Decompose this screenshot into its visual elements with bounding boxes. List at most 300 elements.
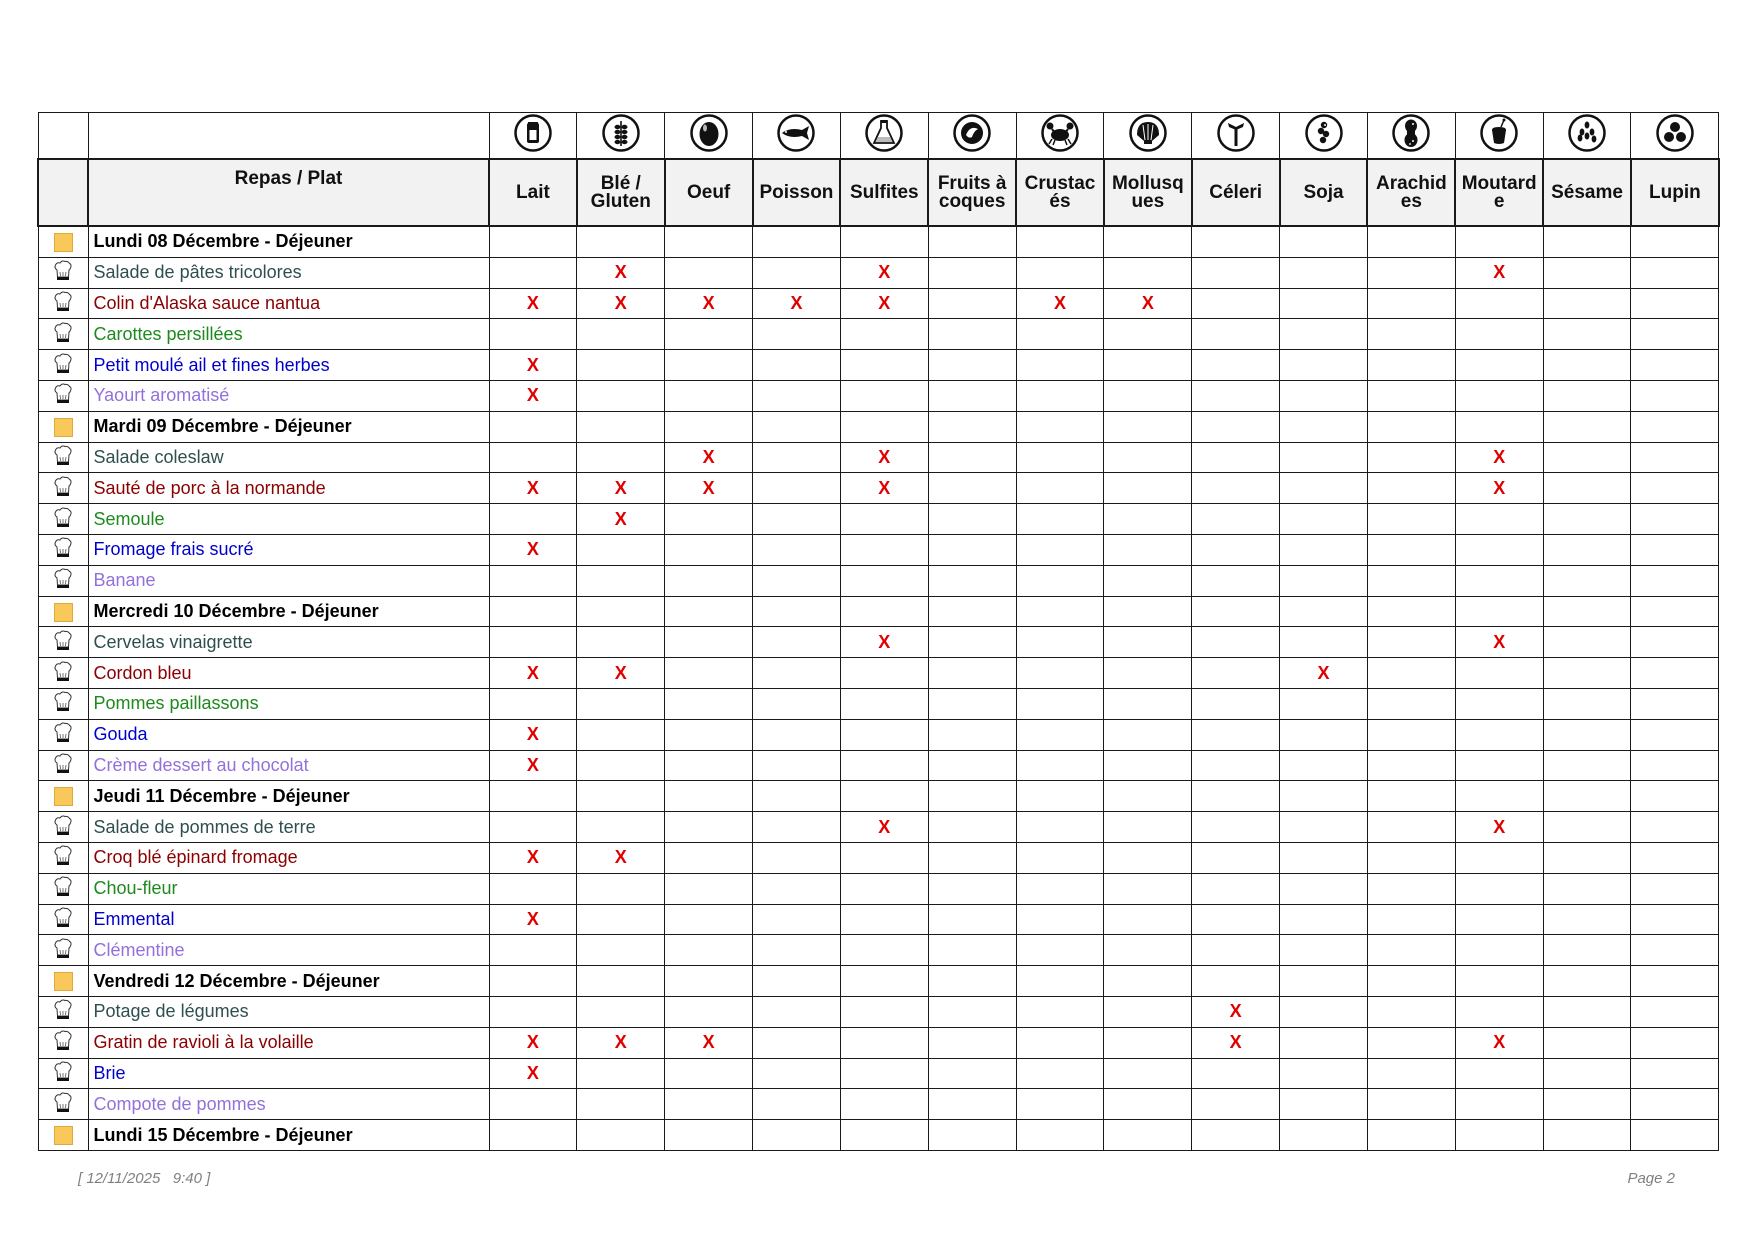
allergen-cell bbox=[489, 504, 577, 535]
row-marker-cell bbox=[38, 596, 88, 627]
allergen-cell bbox=[928, 257, 1016, 288]
dish-row bbox=[38, 288, 1719, 319]
allergen-cell bbox=[928, 1089, 1016, 1120]
dish-row bbox=[38, 688, 1719, 719]
allergen-cell bbox=[1104, 473, 1192, 504]
allergen-cell bbox=[665, 288, 753, 319]
allergen-cell bbox=[665, 350, 753, 381]
allergen-cell bbox=[1192, 442, 1280, 473]
row-marker-cell bbox=[38, 904, 88, 935]
allergen-cell bbox=[1367, 1120, 1455, 1151]
allergen-cell bbox=[489, 627, 577, 658]
dish-name: Emmental bbox=[88, 904, 489, 935]
allergen-cell bbox=[1455, 380, 1543, 411]
allergen-cell bbox=[1016, 627, 1104, 658]
dish-name: Colin d'Alaska sauce nantua bbox=[88, 288, 489, 319]
dish-row bbox=[38, 257, 1719, 288]
allergen-cell bbox=[1192, 596, 1280, 627]
allergen-cell bbox=[1280, 257, 1368, 288]
day-square-icon bbox=[54, 1126, 73, 1145]
allergen-cell bbox=[1455, 658, 1543, 689]
allergen-cell bbox=[1367, 658, 1455, 689]
allergen-cell bbox=[665, 411, 753, 442]
chef-hat-icon bbox=[53, 352, 73, 379]
row-marker-cell bbox=[38, 1027, 88, 1058]
dish-name: Croq blé épinard fromage bbox=[88, 842, 489, 873]
header-label-line: e bbox=[1493, 190, 1505, 212]
allergen-cell bbox=[1016, 812, 1104, 843]
allergen-cell bbox=[1367, 966, 1455, 997]
allergen-cell bbox=[1192, 1058, 1280, 1089]
allergen-cell bbox=[665, 719, 753, 750]
allergen-cell bbox=[489, 873, 577, 904]
dish-name: Semoule bbox=[88, 504, 489, 535]
allergen-cell bbox=[489, 719, 577, 750]
allergen-cell bbox=[577, 1027, 665, 1058]
allergen-cell bbox=[1543, 565, 1631, 596]
allergen-cell bbox=[840, 719, 928, 750]
allergen-cell bbox=[665, 1027, 753, 1058]
allergen-cell bbox=[1543, 658, 1631, 689]
dish-name: Pommes paillassons bbox=[88, 688, 489, 719]
dish-row bbox=[38, 504, 1719, 535]
allergen-cell bbox=[1631, 966, 1719, 997]
allergen-cell bbox=[1455, 319, 1543, 350]
allergen-cell bbox=[665, 534, 753, 565]
dish-row bbox=[38, 473, 1719, 504]
allergen-cell bbox=[1104, 534, 1192, 565]
header-row bbox=[38, 159, 1719, 226]
allergen-cell bbox=[1543, 411, 1631, 442]
dish-name: Carottes persillées bbox=[88, 319, 489, 350]
dish-row bbox=[38, 442, 1719, 473]
dish-name: Fromage frais sucré bbox=[88, 534, 489, 565]
allergen-cell bbox=[1367, 688, 1455, 719]
allergen-mark: X bbox=[526, 1062, 539, 1083]
allergen-cell bbox=[489, 350, 577, 381]
header-allergen-7 bbox=[1016, 159, 1104, 226]
allergen-cell bbox=[1192, 873, 1280, 904]
allergen-cell bbox=[1192, 750, 1280, 781]
allergen-cell bbox=[577, 442, 665, 473]
dish-name: Compote de pommes bbox=[88, 1089, 489, 1120]
allergen-cell bbox=[1455, 1120, 1543, 1151]
allergen-mark: X bbox=[878, 816, 891, 837]
allergen-cell bbox=[753, 873, 841, 904]
allergen-cell bbox=[1367, 226, 1455, 257]
allergen-cell bbox=[1280, 627, 1368, 658]
allergen-cell bbox=[840, 966, 928, 997]
allergen-cell bbox=[1631, 442, 1719, 473]
allergen-cell bbox=[1367, 750, 1455, 781]
allergen-cell bbox=[840, 1027, 928, 1058]
allergen-cell bbox=[1280, 442, 1368, 473]
allergen-mark: X bbox=[702, 292, 715, 313]
allergen-mark: X bbox=[1229, 1001, 1242, 1022]
allergen-cell bbox=[577, 781, 665, 812]
day-square-icon bbox=[54, 972, 73, 991]
allergen-cell bbox=[489, 442, 577, 473]
allergen-cell bbox=[753, 1027, 841, 1058]
allergen-cell bbox=[1104, 627, 1192, 658]
allergen-cell bbox=[1280, 812, 1368, 843]
dish-row bbox=[38, 750, 1719, 781]
allergen-mark: X bbox=[1229, 1032, 1242, 1053]
allergen-cell bbox=[1543, 288, 1631, 319]
allergen-cell bbox=[1367, 288, 1455, 319]
chef-hat-icon bbox=[53, 567, 73, 594]
allergen-cell bbox=[1280, 1120, 1368, 1151]
allergen-cell bbox=[1192, 842, 1280, 873]
allergen-cell bbox=[1631, 350, 1719, 381]
chef-hat-icon bbox=[53, 937, 73, 964]
allergen-cell bbox=[1280, 226, 1368, 257]
allergen-cell bbox=[928, 1120, 1016, 1151]
allergen-cell bbox=[1104, 226, 1192, 257]
allergen-mark: X bbox=[702, 477, 715, 498]
allergen-mark: X bbox=[1493, 631, 1506, 652]
allergen-cell bbox=[489, 288, 577, 319]
row-marker-cell bbox=[38, 688, 88, 719]
allergen-cell bbox=[753, 350, 841, 381]
allergen-mark: X bbox=[526, 908, 539, 929]
allergen-cell bbox=[1280, 534, 1368, 565]
allergen-cell bbox=[665, 904, 753, 935]
allergen-cell bbox=[577, 288, 665, 319]
allergen-icon-cell bbox=[1104, 113, 1192, 160]
allergen-icon-row bbox=[38, 113, 1719, 160]
dish-name: Gratin de ravioli à la volaille bbox=[88, 1027, 489, 1058]
allergen-cell bbox=[1543, 935, 1631, 966]
allergen-cell bbox=[928, 473, 1016, 504]
allergen-cell bbox=[489, 257, 577, 288]
allergen-cell bbox=[665, 627, 753, 658]
allergen-cell bbox=[928, 411, 1016, 442]
allergen-cell bbox=[1104, 842, 1192, 873]
allergen-cell bbox=[928, 719, 1016, 750]
allergen-cell bbox=[577, 596, 665, 627]
header-label-line: Sésame bbox=[1551, 181, 1623, 203]
allergen-cell bbox=[1104, 1120, 1192, 1151]
allergen-cell bbox=[1192, 1089, 1280, 1120]
allergen-cell bbox=[1631, 812, 1719, 843]
shell-icon bbox=[1128, 113, 1168, 158]
allergen-cell bbox=[577, 966, 665, 997]
allergen-cell bbox=[1455, 534, 1543, 565]
dish-row bbox=[38, 873, 1719, 904]
header-label-line: Fruits à bbox=[937, 172, 1007, 194]
allergen-cell bbox=[665, 319, 753, 350]
allergen-cell bbox=[1631, 904, 1719, 935]
header-allergen-8 bbox=[1104, 159, 1192, 226]
day-header-row bbox=[38, 596, 1719, 627]
dish-row bbox=[38, 380, 1719, 411]
allergen-cell bbox=[1016, 596, 1104, 627]
allergen-cell bbox=[1104, 904, 1192, 935]
row-marker-cell bbox=[38, 288, 88, 319]
fish-icon bbox=[776, 113, 816, 158]
allergen-cell bbox=[1104, 1058, 1192, 1089]
milk-icon bbox=[513, 113, 553, 158]
allergen-cell bbox=[577, 319, 665, 350]
allergen-cell bbox=[665, 257, 753, 288]
allergen-cell bbox=[1455, 842, 1543, 873]
allergen-cell bbox=[1367, 719, 1455, 750]
wheat-icon bbox=[601, 113, 641, 158]
allergen-cell bbox=[1455, 873, 1543, 904]
allergen-cell bbox=[665, 1120, 753, 1151]
allergen-cell bbox=[1280, 688, 1368, 719]
allergen-cell bbox=[1543, 904, 1631, 935]
sesame-icon bbox=[1567, 113, 1607, 158]
row-marker-cell bbox=[38, 504, 88, 535]
allergen-cell bbox=[1455, 411, 1543, 442]
allergen-cell bbox=[1280, 1089, 1368, 1120]
allergen-cell bbox=[1631, 935, 1719, 966]
allergen-mark: X bbox=[614, 1032, 627, 1053]
allergen-cell bbox=[928, 1058, 1016, 1089]
allergen-mark: X bbox=[878, 262, 891, 283]
allergen-cell bbox=[665, 1089, 753, 1120]
day-header-row bbox=[38, 411, 1719, 442]
allergen-mark: X bbox=[526, 754, 539, 775]
allergen-cell bbox=[1543, 257, 1631, 288]
dish-row bbox=[38, 565, 1719, 596]
day-square-icon bbox=[54, 787, 73, 806]
chef-hat-icon bbox=[53, 321, 73, 348]
chef-hat-icon bbox=[53, 444, 73, 471]
allergen-cell bbox=[928, 935, 1016, 966]
allergen-cell bbox=[489, 1027, 577, 1058]
day-header-row bbox=[38, 1120, 1719, 1151]
allergen-cell bbox=[1016, 411, 1104, 442]
allergen-cell bbox=[753, 1058, 841, 1089]
egg-icon bbox=[689, 113, 729, 158]
allergen-cell bbox=[753, 966, 841, 997]
row-marker-cell bbox=[38, 1120, 88, 1151]
allergen-icon-cell bbox=[577, 113, 665, 160]
chef-hat-icon bbox=[53, 1029, 73, 1056]
allergen-icon-cell bbox=[1192, 113, 1280, 160]
header-label-line: Mollusq bbox=[1111, 172, 1184, 194]
header-label-line: Crustac bbox=[1024, 172, 1096, 194]
allergen-cell bbox=[1543, 1058, 1631, 1089]
allergen-icon-cell bbox=[928, 113, 1016, 160]
allergen-icon-cell bbox=[1016, 113, 1104, 160]
allergen-mark: X bbox=[1141, 292, 1154, 313]
allergen-cell bbox=[1631, 1058, 1719, 1089]
peanut-icon bbox=[1391, 113, 1431, 158]
header-allergen-4 bbox=[753, 159, 841, 226]
allergen-cell bbox=[577, 750, 665, 781]
allergen-cell bbox=[489, 1120, 577, 1151]
allergen-cell bbox=[1543, 596, 1631, 627]
day-label: Jeudi 11 Décembre - Déjeuner bbox=[88, 781, 489, 812]
allergen-cell bbox=[840, 688, 928, 719]
allergen-cell bbox=[1631, 688, 1719, 719]
allergen-cell bbox=[1192, 534, 1280, 565]
allergen-cell bbox=[753, 596, 841, 627]
allergen-cell bbox=[1280, 1027, 1368, 1058]
allergen-cell bbox=[1543, 750, 1631, 781]
allergen-cell bbox=[1192, 1120, 1280, 1151]
allergen-cell bbox=[928, 319, 1016, 350]
allergen-cell bbox=[1192, 904, 1280, 935]
allergen-cell bbox=[1280, 719, 1368, 750]
allergen-cell bbox=[928, 904, 1016, 935]
allergen-cell bbox=[840, 319, 928, 350]
allergen-cell bbox=[928, 873, 1016, 904]
day-header-row bbox=[38, 226, 1719, 257]
allergen-cell bbox=[1543, 688, 1631, 719]
chef-hat-icon bbox=[53, 475, 73, 502]
allergen-cell bbox=[840, 534, 928, 565]
allergen-cell bbox=[1367, 1027, 1455, 1058]
allergen-mark: X bbox=[878, 292, 891, 313]
allergen-mark: X bbox=[526, 539, 539, 560]
dish-name: Cervelas vinaigrette bbox=[88, 627, 489, 658]
allergen-cell bbox=[928, 688, 1016, 719]
allergen-cell bbox=[1631, 1089, 1719, 1120]
allergen-cell bbox=[665, 380, 753, 411]
allergen-cell bbox=[1367, 935, 1455, 966]
chef-hat-icon bbox=[53, 506, 73, 533]
allergen-cell bbox=[489, 842, 577, 873]
allergen-cell bbox=[665, 504, 753, 535]
header-label-line: Sulfites bbox=[849, 181, 919, 203]
allergen-mark: X bbox=[614, 262, 627, 283]
allergen-cell bbox=[1367, 442, 1455, 473]
dish-row bbox=[38, 719, 1719, 750]
allergen-cell bbox=[1192, 504, 1280, 535]
allergen-cell bbox=[1543, 226, 1631, 257]
allergen-cell bbox=[928, 534, 1016, 565]
allergen-cell bbox=[1455, 627, 1543, 658]
allergen-cell bbox=[1016, 781, 1104, 812]
allergen-cell bbox=[753, 688, 841, 719]
allergen-mark: X bbox=[702, 446, 715, 467]
allergen-cell bbox=[1367, 627, 1455, 658]
allergen-cell bbox=[1280, 658, 1368, 689]
row-marker-cell bbox=[38, 319, 88, 350]
allergen-cell bbox=[1455, 966, 1543, 997]
header-allergen-3 bbox=[665, 159, 753, 226]
allergen-cell bbox=[1631, 996, 1719, 1027]
allergen-cell bbox=[1455, 565, 1543, 596]
allergen-cell bbox=[665, 996, 753, 1027]
allergen-cell bbox=[1104, 750, 1192, 781]
allergen-cell bbox=[1280, 504, 1368, 535]
allergen-cell bbox=[577, 812, 665, 843]
allergen-cell bbox=[1631, 627, 1719, 658]
allergen-mark: X bbox=[1053, 292, 1066, 313]
day-square-icon bbox=[54, 233, 73, 252]
allergen-cell bbox=[1631, 1120, 1719, 1151]
dish-name: Salade coleslaw bbox=[88, 442, 489, 473]
allergen-cell bbox=[1631, 781, 1719, 812]
row-marker-cell bbox=[38, 750, 88, 781]
allergen-cell bbox=[1455, 1058, 1543, 1089]
allergen-cell bbox=[840, 473, 928, 504]
allergen-cell bbox=[1192, 226, 1280, 257]
allergen-mark: X bbox=[1493, 1032, 1506, 1053]
allergen-cell bbox=[1280, 842, 1368, 873]
dish-name: Salade de pommes de terre bbox=[88, 812, 489, 843]
allergen-cell bbox=[1631, 842, 1719, 873]
allergen-cell bbox=[1016, 442, 1104, 473]
allergen-cell bbox=[1016, 1089, 1104, 1120]
allergen-cell bbox=[1104, 504, 1192, 535]
allergen-mark: X bbox=[526, 354, 539, 375]
allergen-icon-cell bbox=[1367, 113, 1455, 160]
allergen-cell bbox=[489, 750, 577, 781]
allergen-cell bbox=[1192, 996, 1280, 1027]
allergen-cell bbox=[840, 781, 928, 812]
chef-hat-icon bbox=[53, 844, 73, 871]
row-marker-cell bbox=[38, 966, 88, 997]
header-label-line: Lait bbox=[516, 181, 550, 203]
allergen-cell bbox=[577, 873, 665, 904]
header-allergen-6 bbox=[928, 159, 1016, 226]
allergen-cell bbox=[1104, 1027, 1192, 1058]
day-label: Lundi 08 Décembre - Déjeuner bbox=[88, 226, 489, 257]
allergen-cell bbox=[928, 658, 1016, 689]
allergen-cell bbox=[1104, 442, 1192, 473]
allergen-cell bbox=[753, 812, 841, 843]
allergen-cell bbox=[1455, 350, 1543, 381]
allergen-cell bbox=[753, 504, 841, 535]
allergen-cell bbox=[1455, 596, 1543, 627]
header-allergen-5 bbox=[840, 159, 928, 226]
row-marker-cell bbox=[38, 812, 88, 843]
allergen-cell bbox=[753, 904, 841, 935]
allergen-cell bbox=[577, 257, 665, 288]
day-label: Mercredi 10 Décembre - Déjeuner bbox=[88, 596, 489, 627]
allergen-cell bbox=[489, 996, 577, 1027]
dish-name: Brie bbox=[88, 1058, 489, 1089]
allergen-cell bbox=[840, 935, 928, 966]
day-square-icon bbox=[54, 418, 73, 437]
dish-row bbox=[38, 842, 1719, 873]
allergen-cell bbox=[1631, 257, 1719, 288]
allergen-cell bbox=[665, 842, 753, 873]
allergen-cell bbox=[665, 812, 753, 843]
header-repas-plat: Repas / Plat bbox=[88, 159, 489, 226]
allergen-cell bbox=[1016, 1058, 1104, 1089]
mustard-icon bbox=[1479, 113, 1519, 158]
allergen-cell bbox=[928, 596, 1016, 627]
allergen-cell bbox=[840, 873, 928, 904]
allergen-cell bbox=[840, 658, 928, 689]
allergen-cell bbox=[840, 257, 928, 288]
allergen-cell bbox=[753, 719, 841, 750]
allergen-cell bbox=[1280, 411, 1368, 442]
allergen-cell bbox=[1631, 565, 1719, 596]
allergen-cell bbox=[1104, 288, 1192, 319]
allergen-cell bbox=[577, 534, 665, 565]
allergen-cell bbox=[665, 750, 753, 781]
allergen-cell bbox=[1455, 1089, 1543, 1120]
allergen-mark: X bbox=[614, 508, 627, 529]
allergen-cell bbox=[1104, 1089, 1192, 1120]
allergen-cell bbox=[928, 350, 1016, 381]
allergen-cell bbox=[1631, 319, 1719, 350]
row-marker-cell bbox=[38, 1058, 88, 1089]
allergen-cell bbox=[1367, 350, 1455, 381]
chef-hat-icon bbox=[53, 721, 73, 748]
row-marker-cell bbox=[38, 781, 88, 812]
allergen-cell bbox=[1192, 565, 1280, 596]
